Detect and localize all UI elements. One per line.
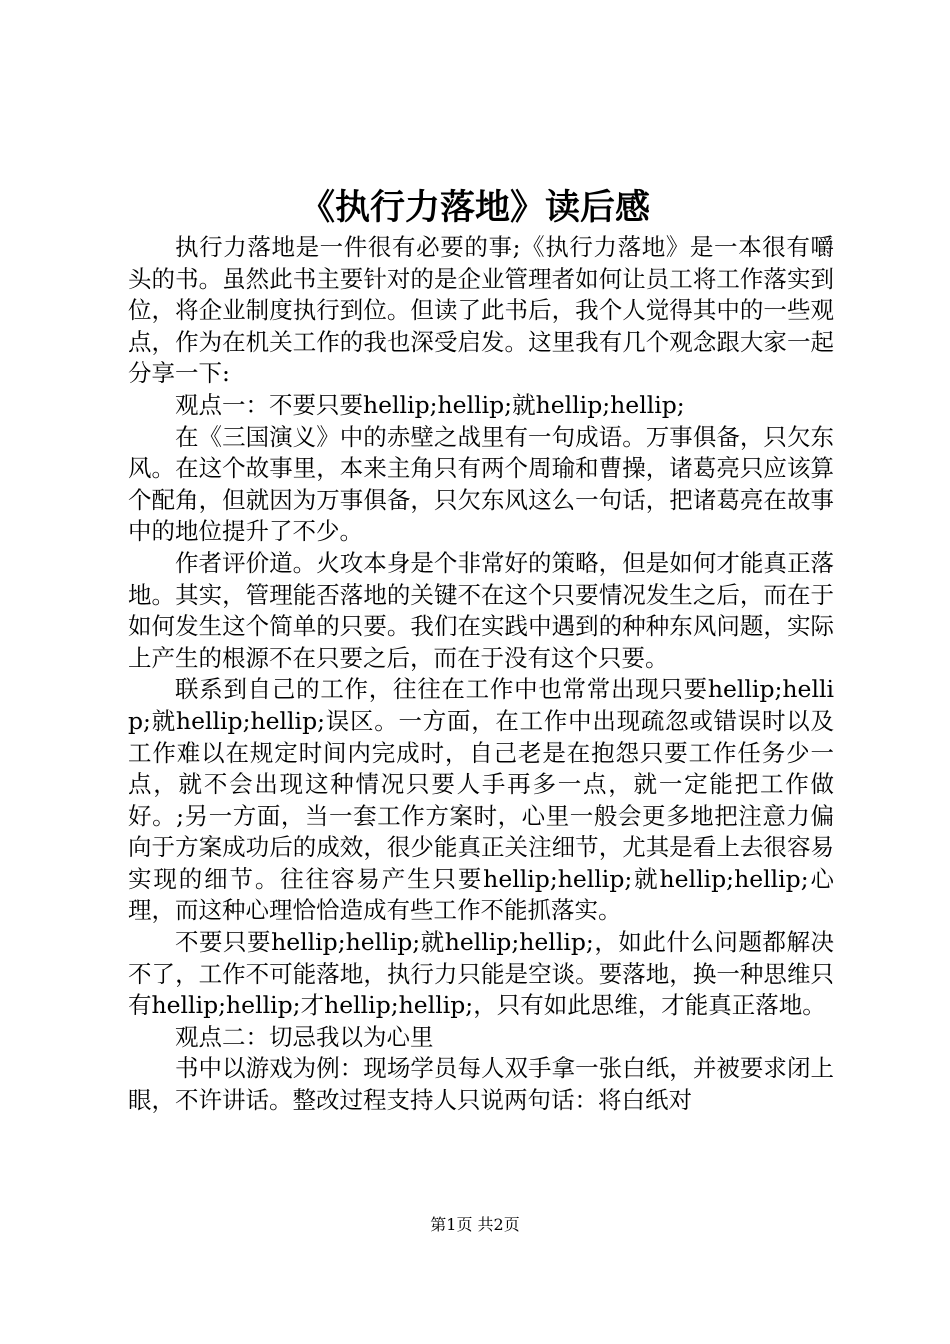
document-title: 《执行力落地》读后感 — [299, 187, 650, 228]
paragraph-4: 作者评价道。火攻本身是个非常好的策略，但是如何才能真正落地。其实，管理能否落地的关键不在这个只要情况发生之后，而在于如何发生这个简单的只要。我们在实践中遇到的种种东风问题，实际上产生的根源不在只要之后，而在于没有这个只要。 — [128, 548, 834, 672]
page-number-footer: 第1页 共2页 — [430, 1215, 520, 1234]
paragraph-5: 联系到自己的工作，往往在工作中也常常出现只要hellip;hellip;就hellip;hellip;误区。一方面，在工作中出现疏忽或错误时以及工作难以在规定时间内完成时，自己老是在抱怨只要工作任务少一点，就不会出现这种情况只要人手再多一点，就一定能把工作做好。;另一方面，当一套工作方案时，心里一般会更多地把注意力偏向于方案成功后的成效，很少能真正关注细节，尤其是看上去很容易实现的细节。往往容易产生只要hellip;hellip;就hellip;hellip;心理，而这种心理恰恰造成有些工作不能抓落实。 — [128, 675, 834, 925]
paragraph-6: 不要只要hellip;hellip;就hellip;hellip;，如此什么问题都解决不了，工作不可能落地，执行力只能是空谈。要落地，换一种思维只有hellip;hellip;才hellip;hellip;，只有如此思维，才能真正落地。 — [128, 928, 834, 1020]
paragraph-7: 观点二：切忌我以为心里 — [175, 1022, 434, 1051]
paragraph-1: 执行力落地是一件很有必要的事;《执行力落地》是一本很有嚼头的书。虽然此书主要针对的是企业管理者如何让员工将工作落实到位，将企业制度执行到位。但读了此书后，我个人觉得其中的一些观点，作为在机关工作的我也深受启发。这里我有几个观念跟大家一起分享一下: — [128, 233, 834, 388]
document-body — [128, 232, 834, 1117]
paragraph-8: 书中以游戏为例：现场学员每人双手拿一张白纸，并被要求闭上眼，不许讲话。整改过程支持人只说两句话：将白纸对 — [128, 1054, 834, 1115]
paragraph-2: 观点一：不要只要hellip;hellip;就hellip;hellip; — [175, 390, 685, 419]
paragraph-3: 在《三国演义》中的赤壁之战里有一句成语。万事俱备，只欠东风。在这个故事里，本来主角只有两个周瑜和曹操，诸葛亮只应该算个配角，但就因为万事俱备，只欠东风这么一句话，把诸葛亮在故事中的地位提升了不少。 — [128, 422, 834, 546]
